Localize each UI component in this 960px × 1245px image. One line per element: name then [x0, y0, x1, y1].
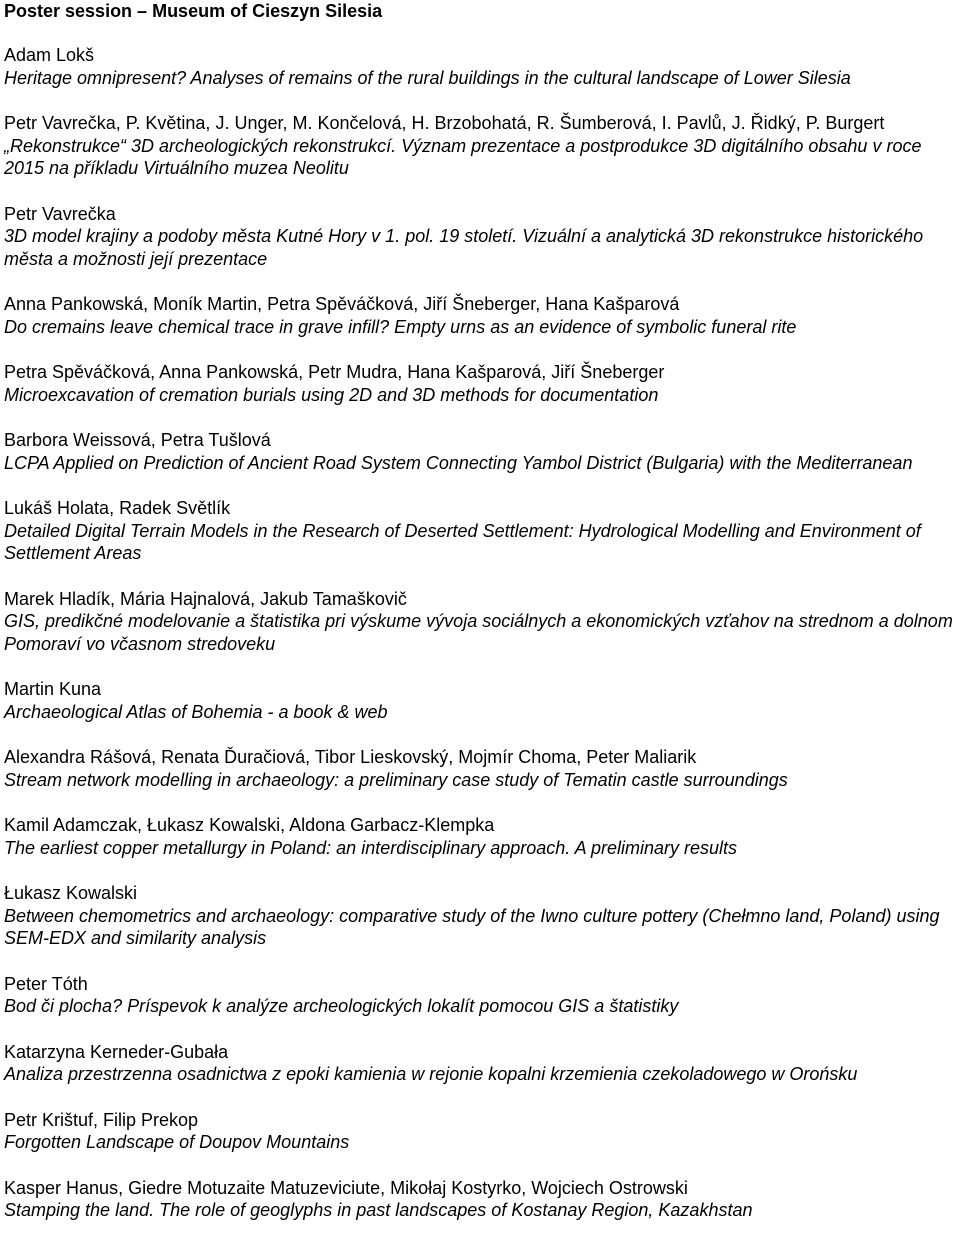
poster-title: Stamping the land. The role of geoglyphs in past landscapes of Kostanay Region, Kazakhstan: [4, 1200, 753, 1220]
poster-authors: Kamil Adamczak, Łukasz Kowalski, Aldona Garbacz-Klempka: [4, 815, 495, 835]
poster-title: Do cremains leave chemical trace in grave infill? Empty urns as an evidence of symbolic funeral rite: [4, 316, 797, 337]
poster-authors: Petr Krištuf, Filip Prekop: [4, 1109, 199, 1130]
poster-entry: [4, 1177, 960, 1222]
poster-entry: [4, 497, 960, 565]
poster-title: „Rekonstrukce“ 3D archeologických rekonstrukcí. Význam prezentace a postprodukce 3D digitálního obsahu v roce 2015 na příkladu Virtuálního muzea Neolitu: [4, 135, 922, 178]
poster-title: 3D model krajiny a podoby města Kutné Hory v 1. pol. 19 století. Vizuální a analytická 3D rekonstrukce historického města a možnosti její prezentace: [4, 226, 924, 269]
poster-authors: Łukasz Kowalski: [4, 883, 138, 903]
poster-authors: Barbora Weissová, Petra Tušlová: [4, 430, 271, 450]
poster-authors: Marek Hladík, Mária Hajnalová, Jakub Tamaškovič: [4, 588, 407, 609]
poster-authors: Adam Lokš: [4, 45, 95, 65]
poster-entry: [4, 293, 960, 338]
poster-entry: [4, 588, 960, 656]
poster-authors: Petra Spěváčková, Anna Pankowská, Petr Mudra, Hana Kašparová, Jiří Šneberger: [4, 362, 665, 382]
poster-title: Heritage omnipresent? Analyses of remains of the rural buildings in the cultural landscape of Lower Silesia: [4, 67, 851, 88]
poster-entry: [4, 361, 960, 406]
poster-entry: [4, 1109, 960, 1154]
poster-entry: [4, 203, 960, 271]
poster-authors: Alexandra Rášová, Renata Ďuračiová, Tibor Lieskovský, Mojmír Choma, Peter Maliarik: [4, 747, 697, 767]
poster-authors: Martin Kuna: [4, 679, 102, 699]
poster-entry: [4, 1041, 960, 1086]
poster-entry: [4, 429, 960, 474]
poster-authors: Lukáš Holata, Radek Světlík: [4, 498, 231, 518]
poster-title: Bod či plocha? Príspevok k analýze archeologických lokalít pomocou GIS a štatistiky: [4, 996, 679, 1016]
poster-entry: [4, 882, 960, 950]
poster-authors: Kasper Hanus, Giedre Motuzaite Matuzeviciute, Mikołaj Kostyrko, Wojciech Ostrowski: [4, 1177, 688, 1198]
poster-title: Analiza przestrzenna osadnictwa z epoki kamienia w rejonie kopalni krzemienia czekoladowego w Orońsku: [4, 1064, 858, 1084]
poster-authors: Katarzyna Kerneder-Gubała: [4, 1041, 229, 1062]
poster-title: Between chemometrics and archaeology: comparative study of the Iwno culture pottery (Chełmno land, Poland) using SEM-EDX and similarity analysis: [4, 905, 940, 948]
poster-title: Stream network modelling in archaeology: a preliminary case study of Tematin castle surroundings: [4, 769, 788, 790]
poster-title: Microexcavation of cremation burials using 2D and 3D methods for documentation: [4, 384, 659, 405]
poster-title: Archaeological Atlas of Bohemia - a book & web: [4, 701, 388, 722]
poster-entry: [4, 44, 960, 89]
poster-title: LCPA Applied on Prediction of Ancient Road System Connecting Yambol District (Bulgaria) with the Mediterranean: [4, 452, 913, 473]
poster-entry: [4, 746, 960, 791]
poster-entry: [4, 814, 960, 859]
poster-title: The earliest copper metallurgy in Poland: an interdisciplinary approach. A preliminary results: [4, 837, 738, 858]
poster-title: GIS, predikčné modelovanie a štatistika pri výskume vývoja sociálnych a ekonomických vzťahov na strednom a dolnom Pomoraví vo včasnom stredoveku: [4, 611, 953, 654]
poster-authors: Petr Vavrečka, P. Květina, J. Unger, M. Končelová, H. Brzobohatá, R. Šumberová, I. Pavlů, J. Řidký, P. Burgert: [4, 113, 885, 133]
poster-entry: [4, 973, 960, 1018]
poster-title: Detailed Digital Terrain Models in the Research of Deserted Settlement: Hydrological Modelling and Environment of Settlement Areas: [4, 520, 921, 563]
poster-authors: Peter Tóth: [4, 973, 88, 994]
poster-title: Forgotten Landscape of Doupov Mountains: [4, 1132, 350, 1152]
poster-entry: [4, 112, 960, 180]
poster-entry: [4, 678, 960, 723]
poster-authors: Anna Pankowská, Moník Martin, Petra Spěváčková, Jiří Šneberger, Hana Kašparová: [4, 294, 680, 314]
session-heading: Poster session – Museum of Cieszyn Silesia: [4, 1, 383, 21]
poster-list: [4, 44, 960, 1245]
poster-authors: Petr Vavrečka: [4, 203, 116, 224]
